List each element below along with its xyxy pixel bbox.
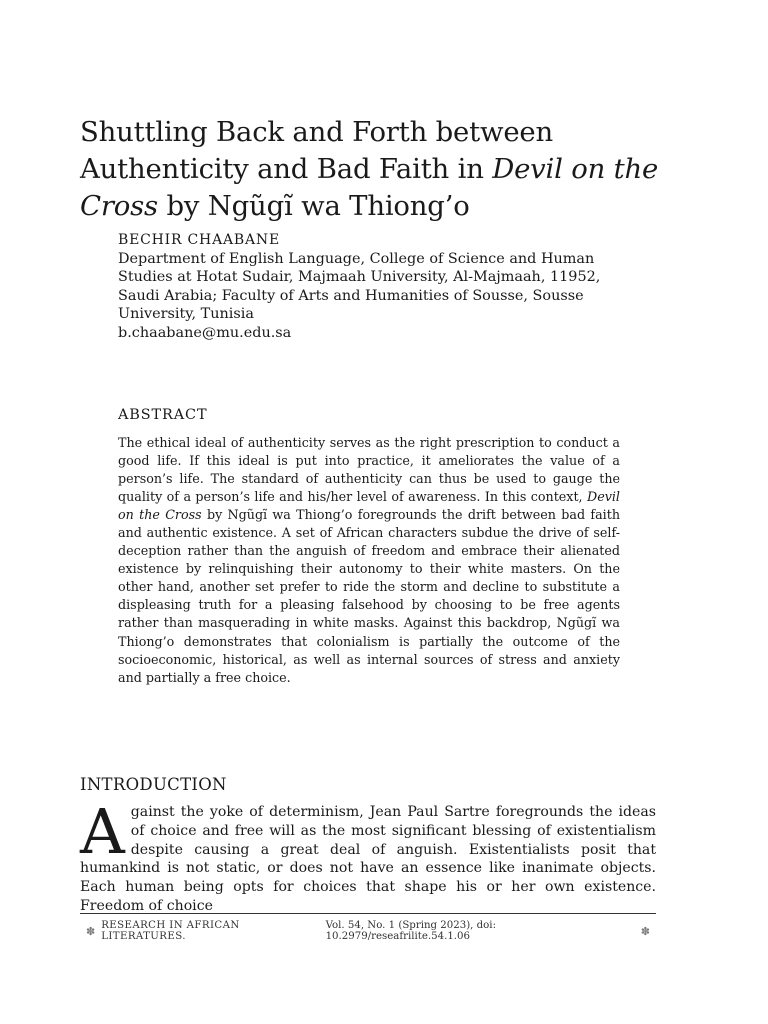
article-title	[80, 114, 680, 225]
page-footer	[80, 920, 656, 942]
title-text-author: by Ngũgĩ wa Thiong’o	[157, 190, 470, 222]
abstract-text	[118, 434, 620, 687]
author-affiliation: Department of English Language, College of Science and Human Studies at Hotat Sudair, Majmaah University, Al-Majmaah, 11952, Saudi Arabia; Faculty of Arts and Humanities of Sousse, Sousse University, Tunisia	[118, 250, 601, 323]
introduction-paragraph	[80, 795, 656, 916]
title-italic-work: Devil on the Cross	[80, 153, 659, 222]
drop-cap: A	[80, 795, 125, 868]
abstract-heading: ABSTRACT	[118, 407, 208, 423]
ornament-icon: ✽	[86, 924, 96, 938]
abstract-italic-work: Devil on the Cross	[118, 489, 620, 523]
introduction-heading: INTRODUCTION	[80, 775, 227, 794]
footer-divider	[80, 913, 656, 914]
author-block	[118, 231, 628, 343]
author-name: BECHIR CHAABANE	[118, 232, 280, 248]
introduction-text: gainst the yoke of determinism, Jean Paul Sartre foregrounds the ideas of choice and free will as the most significant blessing of existentialism despite causing a great deal of anguish. Existentialists posit that humankind is not static, or does not have an essence like inanimate objects. Each human being opts for choices that shape his or her own existence. Freedom of choice	[80, 804, 656, 914]
author-email[interactable]: b.chaabane@mu.edu.sa	[118, 324, 292, 341]
ornament-icon: ✽	[640, 924, 650, 938]
abstract-text-part: by Ngũgĩ wa Thiong’o foregrounds the drift between bad faith and authentic existence. A set of African characters subdue the drive of self-deception rather than the anguish of freedom and embrace their alienated existence by relinquishing their autonomy to their white masters. On the other hand, another set prefer to ride the storm and decline to substitute a displeasing truth for a pleasing falsehood by choosing to be free agents rather than masquerading in white masks. Against this backdrop, Ngũgĩ wa Thiong’o demonstrates that colonialism is partially the outcome of the socioeconomic, historical, as well as internal sources of stress and anxiety and partially a free choice.	[118, 507, 620, 685]
journal-citation: Vol. 54, No. 1 (Spring 2023), doi: 10.2979/reseafrilite.54.1.06	[325, 920, 497, 942]
journal-name: RESEARCH IN AFRICAN LITERATURES.	[101, 920, 240, 942]
abstract-text-part: The ethical ideal of authenticity serves as the right prescription to conduct a good life. If this ideal is put into practice, it ameliorates the value of a person’s life. The standard of authenticity can thus be used to gauge the quality of a person’s life and his/her level of awareness. In this context,	[118, 435, 620, 505]
title-text: Shuttling Back and Forth between Authenticity and Bad Faith in	[80, 116, 553, 185]
